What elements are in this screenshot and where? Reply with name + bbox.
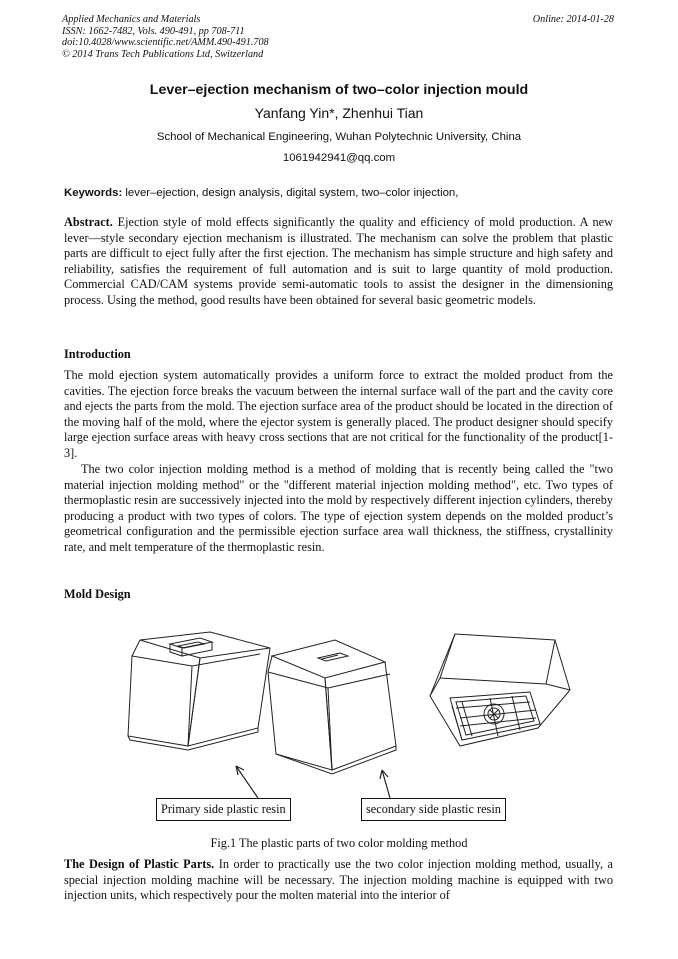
design-paragraph: [64, 857, 613, 904]
paper-title: Lever–ejection mechanism of two–color injection mould: [149, 82, 529, 98]
keycap-secondary-drawing: [268, 640, 396, 774]
keycap-underside-drawing: [430, 634, 570, 746]
paper-affiliation: School of Mechanical Engineering, Wuhan Polytechnic University, China: [156, 131, 522, 143]
online-date: Online: 2014-01-28: [532, 14, 614, 25]
copyright-line: © 2014 Trans Tech Publications Ltd, Switzerland: [62, 48, 264, 60]
issn-line: ISSN: 1662-7482, Vols. 490-491, pp 708-711: [62, 25, 245, 37]
introduction-paragraph-1: The mold ejection system automatically provides a uniform force to extract the molded product from the cavities. The ejection force breaks the vacuum between the internal surface wall of the part and the cavity core and ejects the parts from the mold. The ejection surface area of the product should be located in the direction of the moving half of the mold, where the ejector system is generally placed. The product designer should specify large ejection surface areas with heavy cross sections that are not critical for the functionality of the product[1-3].: [64, 368, 613, 460]
keycap-primary-drawing: [128, 632, 270, 750]
label-primary-resin: Primary side plastic resin: [156, 798, 291, 821]
mold-design-heading: Mold Design: [64, 587, 131, 601]
figure-arrows: [236, 766, 390, 798]
keywords-line: [64, 187, 458, 199]
label-secondary-resin: secondary side plastic resin: [361, 798, 506, 821]
introduction-paragraph-2: The two color injection molding method is a method of molding that is recently being called the "two material injection molding method" or the "different material injection molding method", etc. Two types of thermoplastic resin are successively injected into the mold by respectively different injection cylinders, thereby producing a product with two types of colors. The type of ejection system depends on the molded product’s geometrical configuration and the permissible ejection surface area wall thickness, the stiffness, crystallinity rate, and melt temperature of the thermoplastic resin.: [64, 462, 613, 554]
abstract-paragraph: [64, 215, 613, 309]
abstract-text: Ejection style of mold effects significantly the quality and efficiency of mold production. A new lever—style secondary ejection mechanism is illustrated. The mechanism can solve the problem that plastic parts are difficult to eject fully after the first ejection. The mechanism has simple structure and high safety and reliability, satisfies the requirement of full automation and is suit to large quantity of mold production. Commercial CAD/CAM systems provide semi-automatic tools to assist the designer in the dimensioning process. Using the method, good results have been obtained for several basic geometric models.: [64, 215, 613, 307]
keywords-label: Keywords:: [64, 187, 123, 199]
author-email[interactable]: 1061942941@qq.com: [282, 152, 396, 164]
figure-1: [100, 618, 600, 833]
design-label: The Design of Plastic Parts.: [64, 857, 215, 871]
keywords-text: lever–ejection, design analysis, digital system, two–color injection,: [125, 187, 459, 199]
paper-authors: Yanfang Yin*, Zhenhui Tian: [254, 105, 424, 121]
journal-metadata: [62, 14, 269, 60]
introduction-heading: Introduction: [64, 347, 131, 361]
journal-name: Applied Mechanics and Materials: [62, 14, 201, 25]
abstract-label: Abstract.: [64, 215, 113, 229]
figure-1-caption: Fig.1 The plastic parts of two color molding method: [210, 836, 468, 850]
design-text: In order to practically use the two color injection molding method, usually, a special injection molding machine will be necessary. The injection molding machine is equipped with two injection units, which respectively pour the molten material into the interior of: [64, 857, 613, 903]
doi-line: doi:10.4028/www.scientific.net/AMM.490-491.708: [62, 37, 269, 49]
